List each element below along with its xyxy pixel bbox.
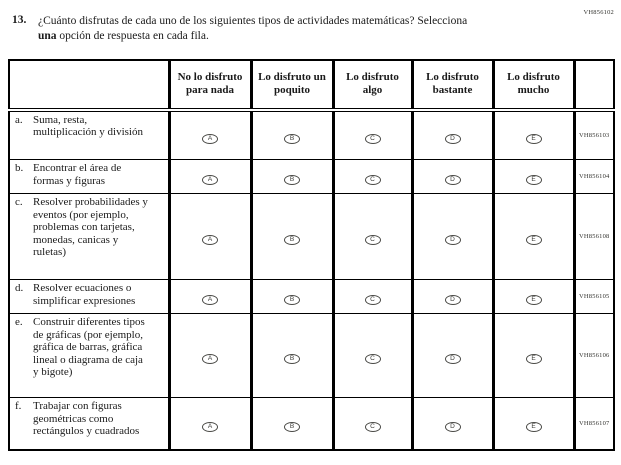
- row-label: [9, 160, 169, 194]
- item-code: VH856104: [574, 160, 614, 194]
- row-letter: c.: [15, 196, 23, 209]
- answer-cell: [493, 314, 574, 398]
- answer-cell: [333, 110, 412, 160]
- answer-cell: [251, 280, 333, 314]
- table-row-e: [9, 314, 614, 398]
- answer-cell: [493, 280, 574, 314]
- table-row-c: [9, 194, 614, 280]
- item-code: VH856108: [574, 194, 614, 280]
- answer-cell: [333, 194, 412, 280]
- item-code: VH856103: [574, 110, 614, 160]
- enjoyment-matrix-table: [8, 59, 615, 451]
- row-letter: e.: [15, 316, 23, 329]
- table-row-a: [9, 110, 614, 160]
- answer-bubble-b[interactable]: B: [284, 422, 300, 432]
- row-label-text: Resolver probabilidades y eventos (por ejemplo, problemas con tarjetas, monedas, canicas y ruletas): [33, 196, 148, 259]
- answer-cell: [412, 110, 493, 160]
- answer-bubble-c[interactable]: C: [365, 134, 381, 144]
- answer-bubble-b[interactable]: B: [284, 134, 300, 144]
- header-empty-cell: [9, 60, 169, 110]
- answer-cell: [251, 398, 333, 450]
- question-bold-word: una: [38, 29, 57, 42]
- column-header-poquito: Lo disfruto un poquito: [251, 60, 333, 110]
- answer-cell: [333, 398, 412, 450]
- answer-cell: [251, 314, 333, 398]
- question-13: [0, 0, 621, 44]
- question-text-before: ¿Cuánto disfrutas de cada uno de los siguientes tipos de actividades matemáticas? Selecciona: [38, 15, 468, 27]
- item-code: VH856107: [574, 398, 614, 450]
- row-label: [9, 280, 169, 314]
- answer-bubble-a[interactable]: A: [202, 422, 218, 432]
- answer-bubble-e[interactable]: E: [526, 175, 542, 185]
- row-label-text: Suma, resta, multiplicación y división: [33, 113, 143, 139]
- answer-bubble-e[interactable]: E: [526, 235, 542, 245]
- answer-cell: [333, 280, 412, 314]
- answer-cell: [493, 110, 574, 160]
- answer-cell: [169, 110, 251, 160]
- answer-bubble-e[interactable]: E: [526, 354, 542, 364]
- answer-cell: [412, 314, 493, 398]
- answer-bubble-c[interactable]: C: [365, 295, 381, 305]
- question-number: 13.: [12, 14, 27, 26]
- answer-cell: [493, 160, 574, 194]
- row-label: [9, 110, 169, 160]
- question-text-after: opción de respuesta en cada fila.: [56, 29, 209, 42]
- answer-cell: [169, 160, 251, 194]
- answer-bubble-c[interactable]: C: [365, 422, 381, 432]
- answer-bubble-b[interactable]: B: [284, 175, 300, 185]
- row-letter: b.: [15, 162, 24, 175]
- table-row-d: [9, 280, 614, 314]
- answer-bubble-d[interactable]: D: [445, 175, 461, 185]
- answer-cell: [493, 398, 574, 450]
- answer-cell: [493, 194, 574, 280]
- header-row: [9, 60, 614, 110]
- answer-bubble-d[interactable]: D: [445, 295, 461, 305]
- answer-bubble-d[interactable]: D: [445, 422, 461, 432]
- table-row-f: [9, 398, 614, 450]
- answer-bubble-b[interactable]: B: [284, 295, 300, 305]
- row-label-text: Resolver ecuaciones o simplificar expresiones: [33, 282, 136, 307]
- row-label: [9, 398, 169, 450]
- table-row-b: [9, 160, 614, 194]
- answer-cell: [333, 160, 412, 194]
- answer-cell: [251, 194, 333, 280]
- row-label: [9, 314, 169, 398]
- answer-bubble-a[interactable]: A: [202, 354, 218, 364]
- row-label-text: Trabajar con figuras geométricas como rectángulos y cuadrados: [33, 400, 140, 438]
- column-header-nada: No lo disfruto para nada: [169, 60, 251, 110]
- answer-cell: [169, 194, 251, 280]
- answer-cell: [412, 280, 493, 314]
- row-letter: f.: [15, 400, 22, 413]
- answer-cell: [251, 110, 333, 160]
- answer-bubble-d[interactable]: D: [445, 354, 461, 364]
- form-code: VH856102: [583, 9, 614, 16]
- answer-bubble-d[interactable]: D: [445, 235, 461, 245]
- answer-cell: [251, 160, 333, 194]
- item-code: VH856106: [574, 314, 614, 398]
- answer-cell: [169, 280, 251, 314]
- header-code-cell: [574, 60, 614, 110]
- answer-bubble-e[interactable]: E: [526, 422, 542, 432]
- answer-bubble-a[interactable]: A: [202, 295, 218, 305]
- column-header-algo: Lo disfruto algo: [333, 60, 412, 110]
- answer-cell: [169, 398, 251, 450]
- question-text: [38, 14, 470, 44]
- answer-bubble-e[interactable]: E: [526, 295, 542, 305]
- answer-bubble-a[interactable]: A: [202, 175, 218, 185]
- answer-bubble-e[interactable]: E: [526, 134, 542, 144]
- column-header-mucho: Lo disfruto mucho: [493, 60, 574, 110]
- answer-cell: [412, 160, 493, 194]
- item-code: VH856105: [574, 280, 614, 314]
- answer-bubble-c[interactable]: C: [365, 354, 381, 364]
- answer-bubble-d[interactable]: D: [445, 134, 461, 144]
- answer-cell: [169, 314, 251, 398]
- answer-bubble-a[interactable]: A: [202, 235, 218, 245]
- answer-cell: [412, 194, 493, 280]
- answer-bubble-b[interactable]: B: [284, 235, 300, 245]
- row-label: [9, 194, 169, 280]
- row-label-text: Construir diferentes tipos de gráficas (por ejemplo, gráfica de barras, gráfica lineal o diagrama de caja y bigote): [33, 316, 145, 379]
- row-letter: a.: [15, 113, 23, 126]
- row-letter: d.: [15, 282, 24, 295]
- row-label-text: Encontrar el área de formas y figuras: [33, 162, 122, 187]
- answer-cell: [333, 314, 412, 398]
- answer-bubble-c[interactable]: C: [365, 235, 381, 245]
- column-header-bastante: Lo disfruto bastante: [412, 60, 493, 110]
- answer-bubble-c[interactable]: C: [365, 175, 381, 185]
- answer-cell: [412, 398, 493, 450]
- answer-bubble-b[interactable]: B: [284, 354, 300, 364]
- answer-bubble-a[interactable]: A: [202, 134, 218, 144]
